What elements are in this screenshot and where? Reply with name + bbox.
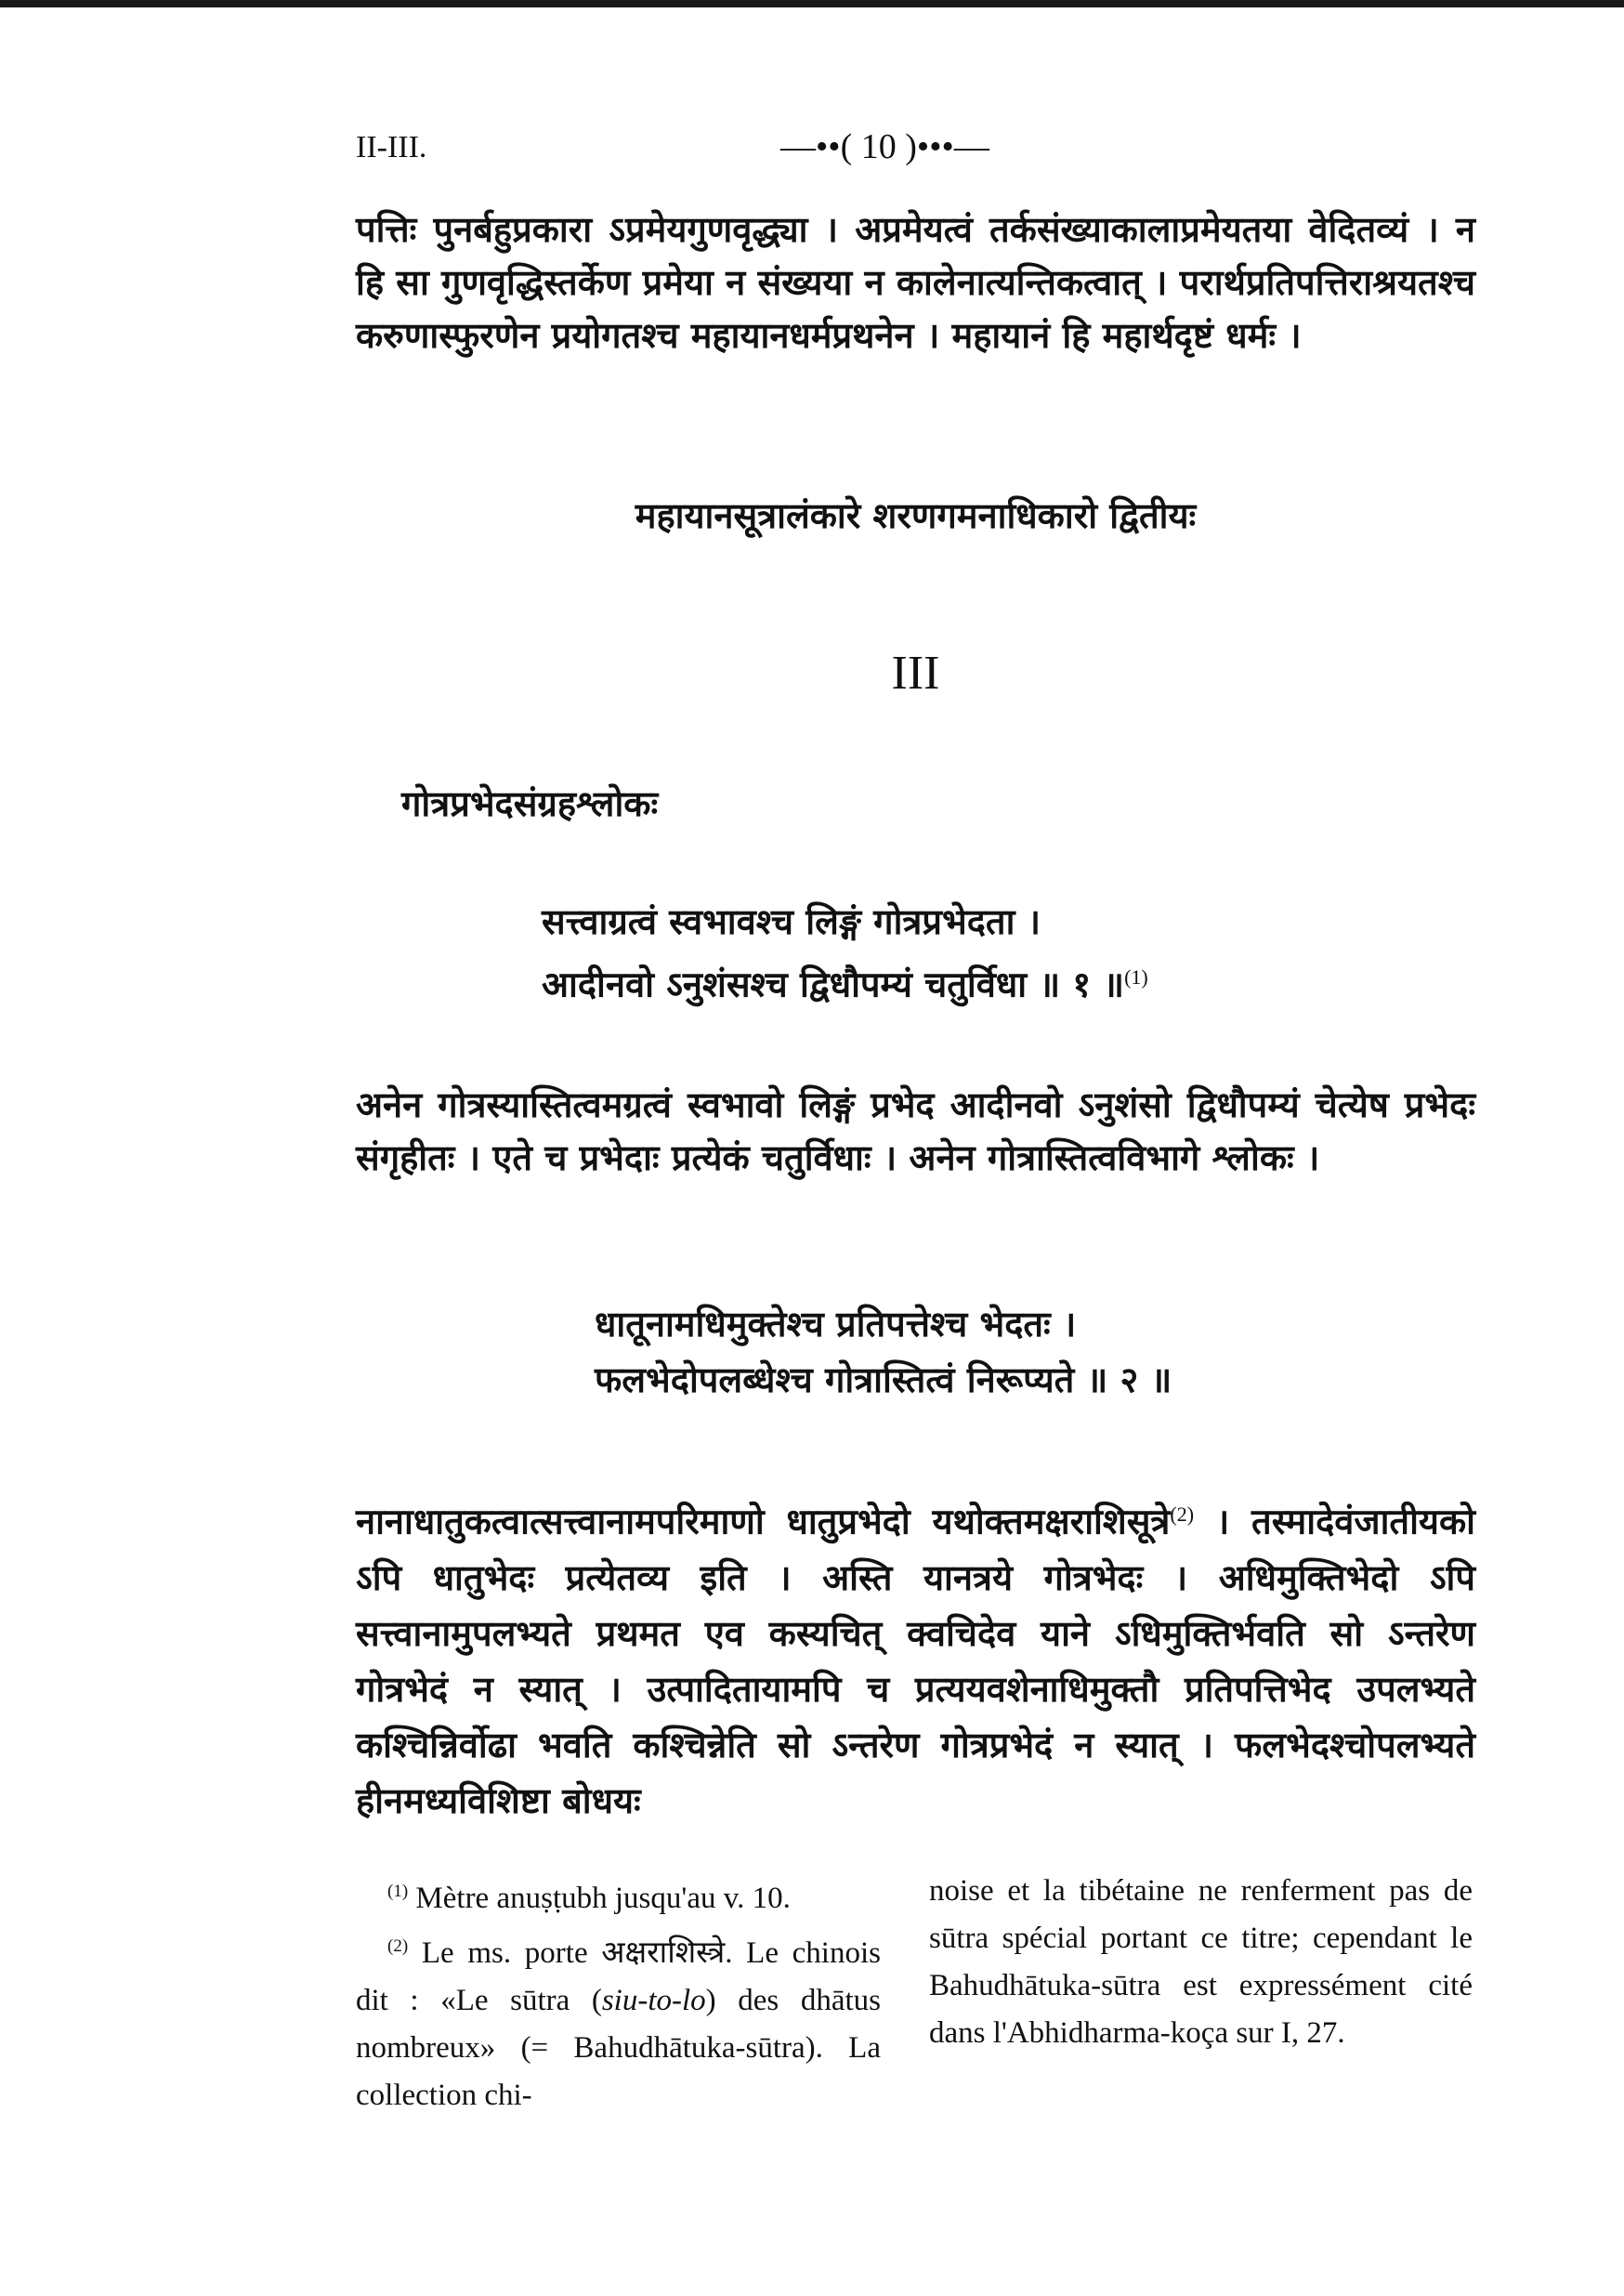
footnote-2-text-a: Le ms. porte अक्षराशिस्त्रे. Le chinois dit : «Le sūtra ( — [356, 1936, 881, 2017]
verse-1 — [542, 894, 1148, 1013]
running-header-section: II-III. — [356, 130, 427, 164]
footnote-2 — [356, 1922, 881, 2119]
footnote-ref-1: (1) — [1124, 965, 1148, 989]
footnote-ref-2: (2) — [1170, 1502, 1195, 1526]
intro-line: गोत्रप्रभेदसंग्रहश्लोकः — [401, 782, 659, 824]
footnote-2-mark: (2) — [387, 1936, 409, 1956]
footnote-1-text: Mètre anuṣṭubh jusqu'au v. 10. — [415, 1882, 791, 1915]
page-top-rule — [0, 0, 1624, 7]
verse-2 — [595, 1296, 1172, 1408]
verse-1-line-2 — [542, 950, 1148, 1013]
footnote-2-italic: siu-to-lo — [601, 1984, 706, 2017]
chapter-colophon: महायानसूत्रालंकारे शरणगमनाधिकारो द्वितीयः — [635, 494, 1197, 536]
verse-1-line-1: सत्त्वाग्रत्वं स्वभावश्च लिङ्गं गोत्रप्रभेदता । — [542, 900, 1041, 942]
footnote-2-text-b: ) des dhātus nombreux» (= Bahudhātuka-sūtra). La collection chi- — [356, 1984, 882, 2112]
paragraph-3-text-b: । तस्मादेवंजातीयको ऽपि धातुभेदः प्रत्येतव्य इति । अस्ति यानत्रये गोत्रभेदः । अधिमुक्तिभेदो ऽपि सत्त्वानामुपलभ्यते प्रथमत एव कस्यचित् क्वचिदेव याने ऽधिमुक्तिर्भवति सो ऽन्तरेण गोत्रभेदं न स्यात् । उत्पादितायामपि च प्रत्ययवशेनाधिमुक्तौ प्रतिपत्तिभेद उपलभ्यते कश्चिन्निर्वोढा भवति कश्चिन्नेति सो ऽन्तरेण गोत्रप्रभेदं न स्यात् । फलभेदश्चोपलभ्यते हीनमध्यविशिष्टा बोधयः — [356, 1500, 1475, 1821]
verse-2-line-1: धातूनामधिमुक्तेश्च प्रतिपत्तेश्च भेदतः । — [595, 1303, 1077, 1345]
paragraph-3-text-a: नानाधातुकत्वात्सत्त्वानामपरिमाणो धातुप्रभेदो यथोक्तमक्षराशिसूत्रे — [356, 1500, 1171, 1542]
footnotes-column-2: noise et la tibétaine ne renferment pas de sūtra spécial portant ce titre; cependant le Bahudhātuka-sūtra est expressément cité dans l'Abhidharma-koça sur I, 27. — [929, 1874, 1473, 2050]
page-number: —••( 10 )•••— — [780, 127, 989, 166]
paragraph-1: पत्तिः पुनर्बहुप्रकारा ऽप्रमेयगुणवृद्ध्या । अप्रमेयत्वं तर्कसंख्याकालाप्रमेयतया वेदितव्यं । न हि सा गुणवृद्धिस्तर्केण प्रमेया न संख्यया न कालेनात्यन्तिकत्वात् । परार्थप्रतिपत्तिराश्रयतश्च करुणास्फुरणेन प्रयोगतश्च महायानधर्मप्रथनेन । महायानं हि महार्थदृष्टं धर्मः । — [356, 208, 1475, 356]
section-heading: III — [891, 647, 940, 700]
verse-2-line-2: फलभेदोपलब्धेश्च गोत्रास्तित्वं निरूप्यते ॥ २ ॥ — [595, 1358, 1172, 1400]
footnotes-column-1 — [356, 1868, 881, 2119]
paragraph-2: अनेन गोत्रस्यास्तित्वमग्रत्वं स्वभावो लिङ्गं प्रभेद आदीनवो ऽनुशंसो द्विधौपम्यं चेत्येष प्रभेदः संगृहीतः । एते च प्रभेदाः प्रत्येकं चतुर्विधाः । अनेन गोत्रास्तित्वविभागे श्लोकः । — [356, 1083, 1475, 1178]
footnote-1 — [356, 1868, 881, 1922]
verse-1-line-2-text: आदीनवो ऽनुशंसश्च द्विधौपम्यं चतुर्विधा ॥ १ ॥ — [542, 963, 1125, 1005]
paragraph-3 — [356, 1487, 1475, 1829]
footnote-1-mark: (1) — [387, 1882, 409, 1901]
